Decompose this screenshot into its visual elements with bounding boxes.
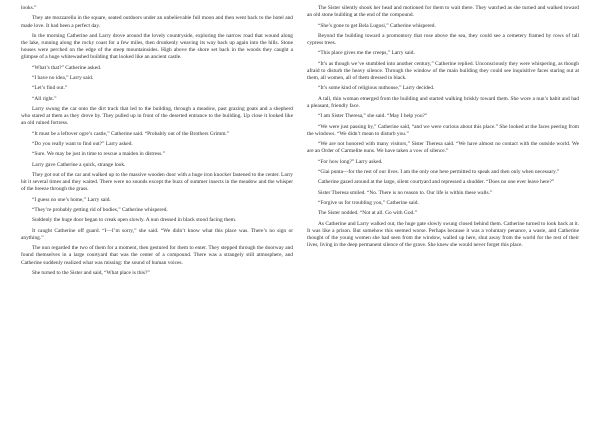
paragraph: It caught Catherine off guard. “I—I’m sorry,” she said. “We didn’t know what this place was. There’s no sign or anything.” (21, 227, 293, 241)
paragraph: “She’s gone to get Bela Lugosi,” Catherine whispered. (318, 22, 436, 29)
paragraph: “I have no idea,” Larry said. (32, 75, 94, 81)
paragraph: “We are not honored with many visitors,” Sister Theresa said. “We have almost no contact with the outside world. We are an Order of Carmelite nuns. We have taken a vow of silence.” (307, 141, 579, 155)
paragraph: Sister Theresa smiled. “No. There is no reason to. Our life is within these walls.” (318, 189, 493, 196)
paragraph: “They’re probably getting rid of bodies,” Catherine whispered. (32, 207, 168, 214)
paragraph: “It’s as though we’ve stumbled into another century,” Catherine replied. Unconsciously they were whispering, as though afraid to disturb the heavy silence. Through the window of the main building they could see inquisitive faces staring out at them, all women, all of them dressed in black. (307, 60, 579, 81)
paragraph: They ate mozzarella in the square, seated outdoors under an unbelievable full moon and then went back to the hotel and made love. It had been a perfect day. (21, 15, 293, 29)
paragraph: In the morning Catherine and Larry drove around the lovely countryside, exploring the narrow road that wound along the lake, running along the rocky coast for a few miles, then drunkenly weaving its way back up again into the hills. Stone houses were perched on the edge of the steep mountainsides. High above the shore set back in the woods they caught a glimpse of a huge whitewashed building that looked like an ancient castle. (21, 32, 293, 61)
paragraph: The nun regarded the two of them for a moment, then gestured for them to enter. They stepped through the doorway and found themselves in a large courtyard that was the center of a compound. There was a strangely still atmosphere, and Catherine suddenly realized what was missing: the sound of human voices. (21, 245, 293, 266)
paragraph: “For how long?” Larry asked. (318, 158, 383, 165)
paragraph: “Do you really want to find out?” Larry asked. (32, 141, 133, 148)
paragraph: A tall, thin woman emerged from the building and started walking briskly toward them. She wore a nun’s habit and had a pleasant, friendly face. (307, 95, 579, 109)
paragraph: Suddenly the huge door began to creak open slowly. A nun dressed in black stood facing them. (32, 217, 237, 224)
paragraph: Larry gave Catherine a quick, strange look. (32, 161, 126, 168)
paragraph: As Catherine and Larry walked out, the huge gate slowly swung closed behind them. Catherine turned to look back at it. It was like a prison. But somehow this seemed worse. Perhaps because it was a voluntary penance, a waste, and Catherine thought of the young women she had seen from the window, walled up here, shut away from the world for the rest of their lives, living in the deep permanent silence of the grave. She knew she would never forget this place. (307, 220, 579, 249)
paragraph: “Giai punta—for the rest of our lives. I am the only one here permitted to speak and then only when necessary.” (318, 168, 560, 175)
paragraph: She turned to the Sister and said, “What place is this?” (32, 269, 150, 276)
paragraph: The Sister silently shook her head and motioned for them to wait there. They watched as she turned and walked toward an old stone building at the end of the compound. (307, 5, 579, 19)
paragraph: “Let’s find out.” (32, 85, 68, 92)
paragraph: “It’s some kind of religious nuthouse,” Larry decided. (318, 85, 435, 92)
paragraph: “Forgive us for troubling you,” Catherine said. (318, 199, 419, 206)
paragraph: looks.” (21, 5, 37, 11)
paragraph: Larry swung the car onto the dirt track that led to the building, through a meadow, past grazing goats and a shepherd who stared at them as they drove by. They pulled up in front of the deserted entrance to the building. Up close it looked like an old ruined fortress. (21, 106, 293, 127)
paragraph: “It must be a leftover ogre’s castle,” Catherine said. “Probably out of the Brothers Grimm.” (32, 130, 230, 137)
paragraph: The Sister nodded. “Not at all. Go with God.” (318, 210, 417, 217)
right-page (307, 5, 579, 252)
left-page (21, 5, 293, 280)
paragraph: “We were just passing by,” Catherine said, “and we were curious about this place.” She looked at the faces peering from the windows. “We didn’t mean to disturb you.” (307, 123, 579, 137)
paragraph: “I am Sister Theresa,” she said. “May I help you?” (318, 113, 428, 120)
paragraph: Catherine gazed around at the large, silent courtyard and repressed a shudder. “Does no one ever leave here?” (318, 179, 555, 186)
paragraph: “All right.” (32, 95, 57, 102)
paragraph: “Sure. We may be just in time to rescue a maiden in distress.” (32, 151, 165, 158)
paragraph: Beyond the building toward a promontory that rose above the sea, they could see a cemetery framed by rows of tall cypress trees. (307, 32, 579, 46)
paragraph: “What’s that?” Catherine asked. (32, 64, 102, 71)
paragraph: “I guess no one’s home,” Larry said. (32, 196, 111, 203)
paragraph: “This place gives me the creeps,” Larry said. (318, 50, 415, 57)
paragraph: They got out of the car and walked up to the massive wooden door with a huge iron knocker fastened to the center. Larry hit it several times and they waited. There were no sounds except the buzz of summer insects in the meadow and the whisper of the breeze through the grass. (21, 172, 293, 193)
